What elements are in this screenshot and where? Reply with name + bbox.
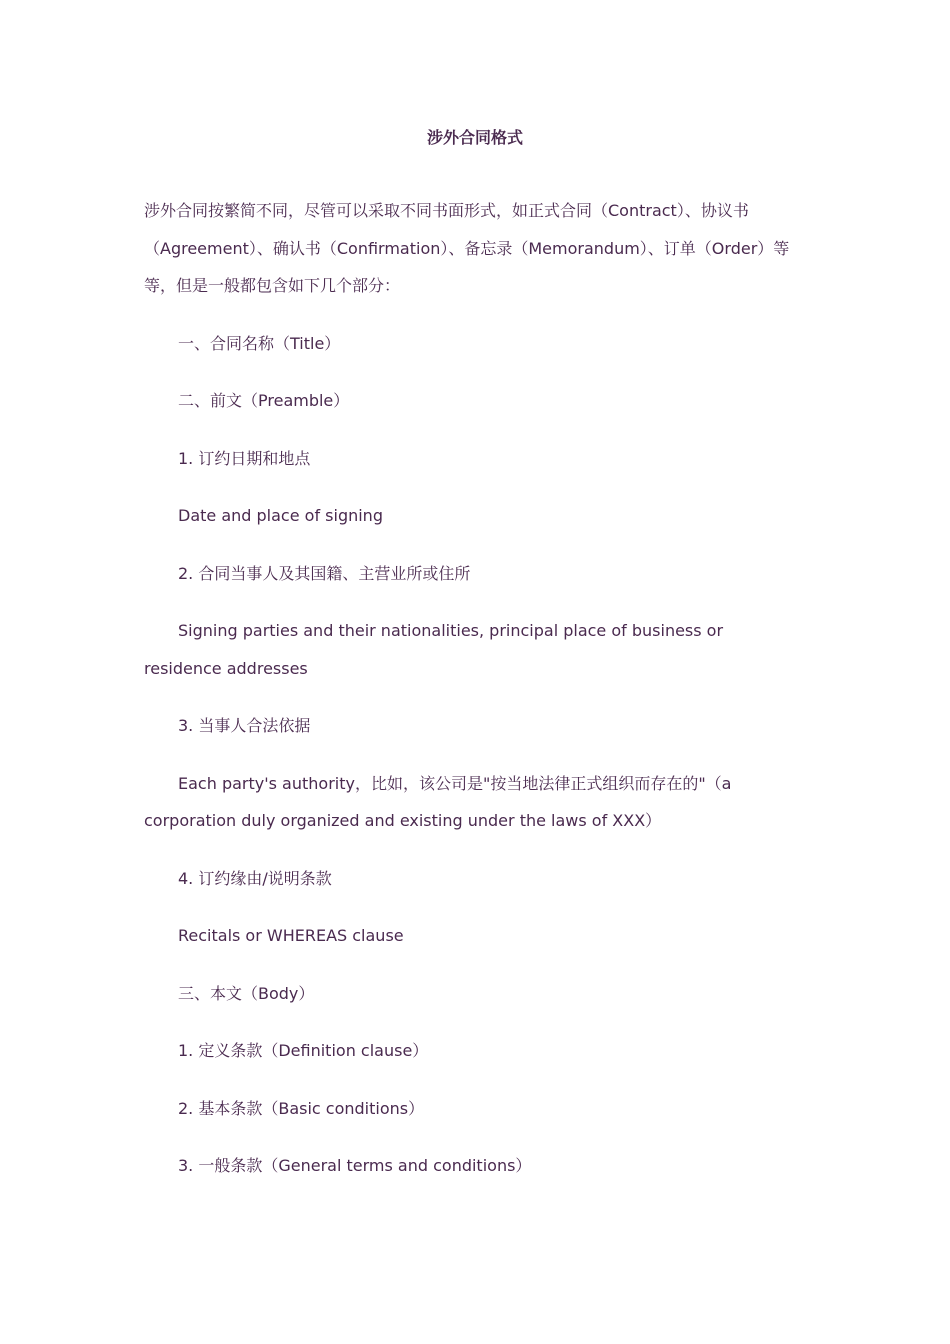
preamble-item-1: 1. 订约日期和地点 xyxy=(178,448,311,468)
body-item-1: 1. 定义条款（Definition clause） xyxy=(178,1041,429,1060)
intro-paragraph: 涉外合同按繁简不同，尽管可以采取不同书面形式，如正式合同（Contract）、协议书（Agreement）、确认书（Confirmation）、备忘录（Memorandum）、订单（Order）等等，但是一般都包含如下几个部分： xyxy=(144,201,790,295)
preamble-item-3: 3. 当事人合法依据 xyxy=(178,716,311,735)
section-title-heading: 一、合同名称（Title） xyxy=(178,333,341,353)
preamble-item-4: 4. 订约缘由/说明条款 xyxy=(178,868,332,888)
body-item-3: 3. 一般条款（General terms and conditions） xyxy=(178,1156,532,1175)
preamble-item-3-english: Each party's authority，比如，该公司是"按当地法律正式组织而存在的"（a corporation duly organized and existing under the laws of XXX） xyxy=(144,773,732,830)
document-body xyxy=(144,192,794,1205)
section-preamble-heading: 二、前文（Preamble） xyxy=(178,391,350,410)
preamble-item-2: 2. 合同当事人及其国籍、主营业所或住所 xyxy=(178,563,471,583)
document-title: 涉外合同格式 xyxy=(426,128,523,147)
body-item-2: 2. 基本条款（Basic conditions） xyxy=(178,1098,425,1118)
preamble-item-2-english: Signing parties and their nationalities, principal place of business or residence addresses xyxy=(144,621,724,678)
preamble-item-1-english: Date and place of signing xyxy=(178,506,383,525)
section-body-heading: 三、本文（Body） xyxy=(178,983,315,1003)
preamble-item-4-english: Recitals or WHEREAS clause xyxy=(178,926,404,945)
